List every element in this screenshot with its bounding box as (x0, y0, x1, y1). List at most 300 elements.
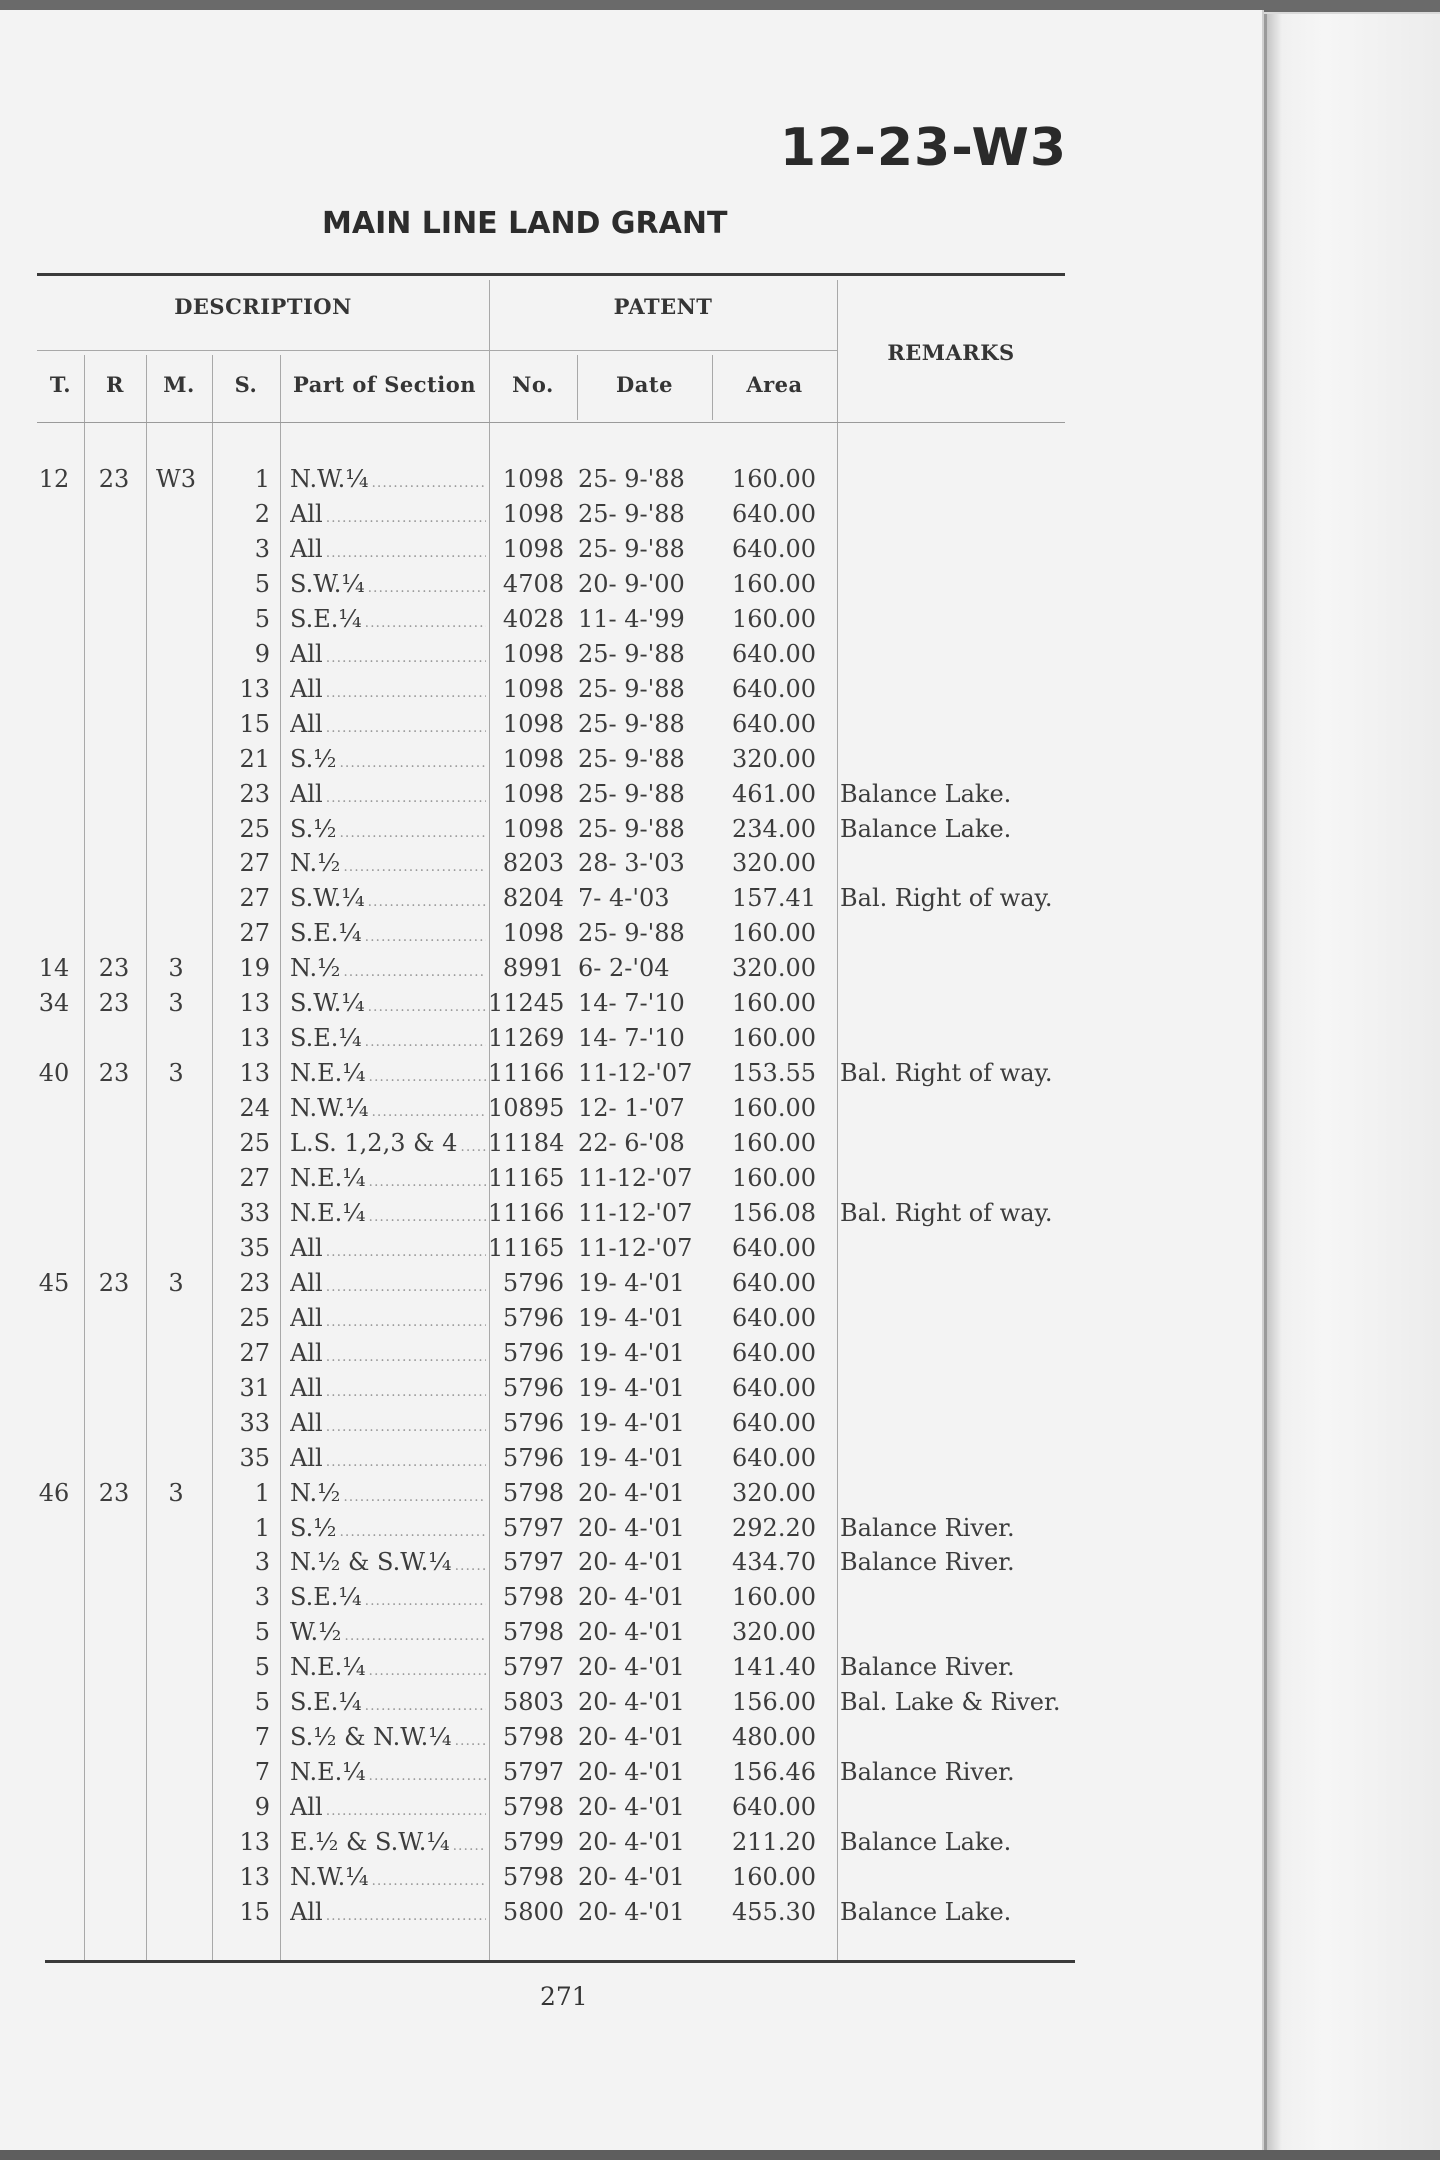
cell-patent-date: 19- 4-'01 (578, 1303, 685, 1332)
cell-area: 156.08 (732, 1198, 816, 1227)
cell-patent-no: 4708 (502, 569, 564, 598)
cell-section: 5 (254, 1618, 270, 1647)
cell-area: 640.00 (732, 1793, 816, 1822)
header-remarks: REMARKS (887, 340, 1015, 365)
cell-patent-no: 11245 (488, 989, 565, 1018)
cell-patent-date: 20- 4-'01 (578, 1478, 685, 1507)
cell-section: 13 (239, 1059, 270, 1088)
table-row (0, 812, 1262, 847)
cell-patent-date: 25- 9-'88 (578, 639, 685, 668)
cell-patent-no: 1098 (502, 779, 564, 808)
cell-area: 160.00 (732, 1094, 816, 1123)
cell-area: 160.00 (732, 1164, 816, 1192)
cell-meridian: 3 (168, 1059, 184, 1088)
cell-part-of-section: All ..... (290, 707, 486, 746)
cell-part-of-section: S.E.¼ ..... (290, 602, 486, 641)
table-row (0, 462, 1262, 497)
cell-patent-date: 20- 4-'01 (578, 1618, 685, 1647)
cell-remarks: Bal. Lake & River. (840, 1688, 1061, 1717)
cell-patent-date: 22- 6-'08 (578, 1129, 685, 1158)
cell-area: 480.00 (732, 1723, 816, 1752)
cell-patent-date: 25- 9-'88 (578, 744, 685, 773)
cell-section: 13 (239, 1024, 270, 1053)
cell-patent-no: 5796 (502, 1338, 564, 1367)
cell-area: 640.00 (732, 1373, 816, 1402)
cell-patent-date: 20- 4-'01 (578, 1688, 685, 1717)
table-row (0, 1511, 1262, 1546)
table-row (0, 567, 1262, 602)
page-code: 12-23-W3 (779, 118, 1067, 178)
cell-section: 7 (254, 1723, 270, 1752)
cell-township: 12 (38, 465, 70, 493)
cell-patent-date: 25- 9-'88 (578, 499, 685, 528)
cell-patent-date: 12- 1-'07 (578, 1094, 685, 1123)
cell-patent-no: 11166 (488, 1198, 565, 1227)
cell-patent-no: 5798 (502, 1863, 564, 1891)
cell-area: 320.00 (732, 1478, 816, 1507)
cell-area: 461.00 (732, 779, 816, 808)
cell-township: 34 (38, 989, 70, 1018)
cell-section: 13 (239, 674, 270, 703)
table-row (0, 1895, 1262, 1930)
cell-patent-date: 14- 7-'10 (578, 989, 685, 1018)
cell-section: 13 (239, 1863, 270, 1891)
cell-part-of-section: S.W.¼ ..... (290, 567, 486, 606)
cell-patent-no: 5796 (502, 1373, 564, 1402)
cell-remarks: Balance River. (840, 1548, 1015, 1577)
cell-township: 46 (38, 1478, 70, 1507)
cell-section: 1 (254, 465, 270, 493)
cell-part-of-section: S.E.¼ ..... (290, 1580, 486, 1619)
table-row (0, 1685, 1262, 1720)
header-m: M. (163, 372, 195, 397)
cell-area: 640.00 (732, 709, 816, 738)
cell-patent-no: 5803 (502, 1688, 564, 1717)
cell-patent-no: 1098 (502, 534, 564, 563)
cell-patent-no: 4028 (502, 604, 564, 633)
cell-section: 15 (239, 1897, 270, 1926)
cell-part-of-section: All ..... (290, 777, 486, 816)
description-underline (37, 350, 489, 351)
cell-patent-no: 1098 (502, 465, 564, 493)
cell-patent-date: 11-12-'07 (578, 1233, 693, 1262)
cell-patent-date: 25- 9-'88 (578, 779, 685, 808)
header-patent: PATENT (613, 294, 713, 319)
cell-patent-no: 5797 (502, 1758, 564, 1787)
cell-range: 23 (98, 989, 130, 1018)
cell-patent-date: 6- 2-'04 (578, 954, 670, 983)
table-row (0, 1266, 1262, 1301)
header-r: R (106, 372, 124, 397)
cell-area: 640.00 (732, 674, 816, 703)
cell-patent-date: 25- 9-'88 (578, 919, 685, 948)
cell-remarks: Balance Lake. (840, 1897, 1012, 1926)
cell-area: 320.00 (732, 954, 816, 983)
cell-section: 9 (254, 1793, 270, 1822)
cell-township: 45 (38, 1268, 70, 1297)
cell-patent-date: 7- 4-'03 (578, 884, 670, 913)
cell-range: 23 (98, 465, 130, 493)
cell-section: 27 (239, 919, 270, 948)
cell-part-of-section: All ..... (290, 1790, 486, 1829)
cell-area: 157.41 (732, 884, 816, 913)
cell-patent-no: 1098 (502, 674, 564, 703)
cell-patent-date: 20- 4-'01 (578, 1583, 685, 1612)
cell-part-of-section: N.½ ..... (290, 1476, 486, 1515)
table-row (0, 1825, 1262, 1860)
cell-meridian: 3 (168, 954, 184, 983)
cell-patent-no: 5798 (502, 1478, 564, 1507)
cell-section: 5 (254, 569, 270, 598)
cell-patent-no: 5799 (502, 1828, 564, 1857)
cell-patent-no: 1098 (502, 814, 564, 843)
cell-patent-date: 11-12-'07 (578, 1164, 693, 1192)
cell-area: 640.00 (732, 1443, 816, 1472)
cell-patent-date: 14- 7-'10 (578, 1024, 685, 1053)
cell-area: 320.00 (732, 744, 816, 773)
table-row (0, 602, 1262, 637)
cell-section: 25 (239, 814, 270, 843)
cell-remarks: Balance Lake. (840, 814, 1012, 843)
table-row (0, 1790, 1262, 1825)
cell-patent-date: 20- 4-'01 (578, 1897, 685, 1926)
cell-area: 640.00 (732, 1338, 816, 1367)
cell-remarks: Balance River. (840, 1653, 1015, 1682)
cell-patent-no: 5796 (502, 1303, 564, 1332)
cell-patent-date: 20- 4-'01 (578, 1548, 685, 1577)
cell-patent-date: 25- 9-'88 (578, 814, 685, 843)
cell-patent-no: 5796 (502, 1408, 564, 1437)
cell-section: 1 (254, 1478, 270, 1507)
cell-patent-no: 5798 (502, 1723, 564, 1752)
cell-section: 24 (239, 1094, 270, 1123)
cell-patent-date: 11-12-'07 (578, 1059, 693, 1088)
cell-section: 21 (239, 744, 270, 773)
cell-area: 160.00 (732, 919, 816, 948)
table-row (0, 1091, 1262, 1126)
cell-section: 27 (239, 1164, 270, 1192)
cell-section: 5 (254, 604, 270, 633)
cell-area: 156.46 (732, 1758, 816, 1787)
cell-patent-date: 11- 4-'99 (578, 604, 685, 633)
header-description: DESCRIPTION (174, 294, 352, 319)
cell-area: 640.00 (732, 1268, 816, 1297)
cell-patent-date: 11-12-'07 (578, 1198, 693, 1227)
cell-section: 25 (239, 1129, 270, 1158)
cell-part-of-section: All ..... (290, 1231, 486, 1270)
cell-part-of-section: N.E.¼ ..... (290, 1650, 486, 1689)
cell-patent-date: 19- 4-'01 (578, 1443, 685, 1472)
cell-section: 33 (239, 1198, 270, 1227)
cell-patent-date: 20- 9-'00 (578, 569, 685, 598)
cell-area: 434.70 (732, 1548, 816, 1577)
cell-patent-no: 1098 (502, 639, 564, 668)
cell-section: 35 (239, 1443, 270, 1472)
cell-meridian: 3 (168, 1478, 184, 1507)
cell-area: 292.20 (732, 1513, 816, 1542)
cell-part-of-section: All ..... (290, 497, 486, 536)
cell-part-of-section: All ..... (290, 1336, 486, 1375)
table-row (0, 916, 1262, 951)
table-row (0, 1650, 1262, 1685)
table-top-rule (37, 273, 1065, 276)
scan-bottom-border (0, 2150, 1440, 2160)
table-row (0, 1301, 1262, 1336)
table-row (0, 1021, 1262, 1056)
cell-meridian: 3 (168, 1268, 184, 1297)
table-bottom-rule (45, 1960, 1075, 1963)
cell-patent-no: 11184 (488, 1129, 565, 1158)
cell-section: 33 (239, 1408, 270, 1437)
cell-range: 23 (98, 1059, 130, 1088)
header-part-of-section: Part of Section (292, 372, 477, 397)
cell-meridian: W3 (156, 465, 196, 493)
cell-part-of-section: N.½ ..... (290, 846, 486, 885)
cell-area: 640.00 (732, 1408, 816, 1437)
cell-part-of-section: S.½ & N.W.¼ ..... (290, 1720, 486, 1759)
cell-patent-no: 5797 (502, 1548, 564, 1577)
cell-patent-date: 20- 4-'01 (578, 1513, 685, 1542)
cell-patent-date: 19- 4-'01 (578, 1408, 685, 1437)
cell-patent-date: 20- 4-'01 (578, 1793, 685, 1822)
cell-section: 7 (254, 1758, 270, 1787)
cell-part-of-section: S.½ ..... (290, 742, 486, 781)
cell-range: 23 (98, 1478, 130, 1507)
cell-part-of-section: S.½ ..... (290, 812, 486, 851)
cell-remarks: Balance Lake. (840, 1828, 1012, 1857)
cell-patent-no: 5800 (502, 1897, 564, 1926)
cell-part-of-section: All ..... (290, 1895, 486, 1934)
cell-patent-no: 5798 (502, 1583, 564, 1612)
page-title: MAIN LINE LAND GRANT (322, 206, 728, 241)
cell-remarks: Bal. Right of way. (840, 884, 1053, 913)
cell-part-of-section: W.½ ..... (290, 1615, 486, 1654)
cell-area: 640.00 (732, 639, 816, 668)
table-row (0, 1441, 1262, 1476)
cell-patent-date: 20- 4-'01 (578, 1863, 685, 1891)
cell-part-of-section: L.S. 1,2,3 & 4 ..... (290, 1126, 486, 1165)
document-page (0, 10, 1264, 2150)
cell-patent-no: 11269 (488, 1024, 565, 1053)
cell-area: 160.00 (732, 1863, 816, 1891)
cell-remarks: Balance River. (840, 1758, 1015, 1787)
table-row (0, 672, 1262, 707)
cell-township: 40 (38, 1059, 70, 1088)
cell-area: 153.55 (732, 1059, 816, 1088)
cell-section: 5 (254, 1653, 270, 1682)
cell-patent-no: 8203 (502, 849, 564, 878)
cell-area: 160.00 (732, 989, 816, 1018)
cell-patent-no: 5797 (502, 1513, 564, 1542)
cell-patent-no: 5796 (502, 1268, 564, 1297)
cell-area: 640.00 (732, 534, 816, 563)
cell-patent-no: 5797 (502, 1653, 564, 1682)
cell-patent-no: 11165 (488, 1233, 565, 1262)
cell-remarks: Bal. Right of way. (840, 1198, 1053, 1227)
table-row (0, 1371, 1262, 1406)
cell-section: 27 (239, 849, 270, 878)
cell-part-of-section: All ..... (290, 1441, 486, 1480)
table-row (0, 777, 1262, 812)
cell-patent-date: 20- 4-'01 (578, 1723, 685, 1752)
cell-section: 27 (239, 884, 270, 913)
cell-patent-no: 11165 (488, 1164, 565, 1192)
cell-section: 3 (254, 1548, 270, 1577)
cell-patent-no: 5798 (502, 1618, 564, 1647)
cell-part-of-section: S.W.¼ ..... (290, 881, 486, 920)
cell-part-of-section: N.E.¼ ..... (290, 1056, 486, 1095)
cell-patent-no: 5796 (502, 1443, 564, 1472)
table-row (0, 1860, 1262, 1895)
cell-range: 23 (98, 1268, 130, 1297)
cell-patent-no: 1098 (502, 744, 564, 773)
table-row (0, 532, 1262, 567)
header-area: Area (746, 372, 803, 397)
cell-section: 3 (254, 1583, 270, 1612)
table-row (0, 497, 1262, 532)
cell-area: 320.00 (732, 1618, 816, 1647)
book-spine (1264, 14, 1440, 2150)
cell-part-of-section: All ..... (290, 637, 486, 676)
cell-area: 160.00 (732, 569, 816, 598)
table-row (0, 881, 1262, 916)
cell-part-of-section: N.E.¼ ..... (290, 1755, 486, 1794)
table-row (0, 1615, 1262, 1650)
cell-part-of-section: N.W.¼ ..... (290, 462, 486, 501)
cell-patent-date: 20- 4-'01 (578, 1653, 685, 1682)
table-row (0, 637, 1262, 672)
cell-area: 160.00 (732, 1129, 816, 1158)
table-row (0, 742, 1262, 777)
cell-patent-date: 25- 9-'88 (578, 709, 685, 738)
cell-area: 160.00 (732, 465, 816, 493)
cell-area: 455.30 (732, 1897, 816, 1926)
cell-part-of-section: All ..... (290, 672, 486, 711)
patent-underline (489, 350, 837, 351)
table-row (0, 1476, 1262, 1511)
cell-part-of-section: All ..... (290, 1406, 486, 1445)
cell-section: 2 (254, 499, 270, 528)
cell-area: 160.00 (732, 1024, 816, 1053)
cell-patent-date: 20- 4-'01 (578, 1758, 685, 1787)
cell-area: 141.40 (732, 1653, 816, 1682)
cell-part-of-section: S.W.¼ ..... (290, 986, 486, 1025)
cell-section: 13 (239, 1828, 270, 1857)
cell-remarks: Bal. Right of way. (840, 1059, 1053, 1088)
cell-patent-date: 19- 4-'01 (578, 1338, 685, 1367)
cell-part-of-section: N.W.¼ ..... (290, 1860, 486, 1899)
cell-patent-no: 8991 (502, 954, 564, 983)
cell-section: 3 (254, 534, 270, 563)
cell-section: 31 (239, 1373, 270, 1402)
cell-part-of-section: N.E.¼ ..... (290, 1161, 486, 1200)
cell-section: 1 (254, 1513, 270, 1542)
cell-section: 25 (239, 1303, 270, 1332)
cell-part-of-section: All ..... (290, 1266, 486, 1305)
cell-section: 35 (239, 1233, 270, 1262)
table-row (0, 1161, 1262, 1196)
cell-area: 640.00 (732, 1233, 816, 1262)
cell-patent-no: 1098 (502, 709, 564, 738)
cell-patent-no: 1098 (502, 919, 564, 948)
cell-patent-no: 8204 (502, 884, 564, 913)
cell-area: 320.00 (732, 849, 816, 878)
table-row (0, 1231, 1262, 1266)
table-row (0, 707, 1262, 742)
cell-area: 160.00 (732, 604, 816, 633)
table-row (0, 1755, 1262, 1790)
table-row (0, 1406, 1262, 1441)
cell-patent-date: 19- 4-'01 (578, 1373, 685, 1402)
cell-part-of-section: E.½ & S.W.¼ ..... (290, 1825, 486, 1864)
cell-patent-date: 19- 4-'01 (578, 1268, 685, 1297)
header-bottom-rule (37, 422, 1065, 423)
table-row (0, 1196, 1262, 1231)
table-row (0, 1126, 1262, 1161)
cell-section: 27 (239, 1338, 270, 1367)
cell-section: 23 (239, 779, 270, 808)
cell-part-of-section: All ..... (290, 1371, 486, 1410)
cell-patent-date: 25- 9-'88 (578, 534, 685, 563)
cell-section: 15 (239, 709, 270, 738)
cell-patent-no: 5798 (502, 1793, 564, 1822)
cell-part-of-section: S.E.¼ ..... (290, 1685, 486, 1724)
cell-part-of-section: S.E.¼ ..... (290, 916, 486, 955)
cell-part-of-section: S.E.¼ ..... (290, 1021, 486, 1060)
cell-range: 23 (98, 954, 130, 983)
cell-section: 23 (239, 1268, 270, 1297)
cell-section: 19 (239, 954, 270, 983)
cell-area: 160.00 (732, 1583, 816, 1612)
cell-patent-date: 20- 4-'01 (578, 1828, 685, 1857)
table-row (0, 951, 1262, 986)
cell-area: 640.00 (732, 499, 816, 528)
table-row (0, 986, 1262, 1021)
cell-patent-no: 1098 (502, 499, 564, 528)
cell-meridian: 3 (168, 989, 184, 1018)
cell-patent-date: 25- 9-'88 (578, 674, 685, 703)
cell-remarks: Balance Lake. (840, 779, 1012, 808)
cell-part-of-section: All ..... (290, 1301, 486, 1340)
cell-part-of-section: N.½ ..... (290, 951, 486, 990)
cell-part-of-section: All ..... (290, 532, 486, 571)
table-row (0, 1056, 1262, 1091)
cell-area: 234.00 (732, 814, 816, 843)
table-row (0, 1336, 1262, 1371)
cell-part-of-section: N.½ & S.W.¼ ..... (290, 1545, 486, 1584)
cell-part-of-section: N.W.¼ ..... (290, 1091, 486, 1130)
cell-patent-no: 11166 (488, 1059, 565, 1088)
header-t: T. (49, 372, 72, 397)
cell-part-of-section: N.E.¼ ..... (290, 1196, 486, 1235)
cell-township: 14 (38, 954, 70, 983)
table-row (0, 1580, 1262, 1615)
cell-part-of-section: S.½ ..... (290, 1511, 486, 1550)
cell-section: 13 (239, 989, 270, 1018)
cell-area: 211.20 (732, 1828, 816, 1857)
table-row (0, 846, 1262, 881)
table-row (0, 1720, 1262, 1755)
header-s: S. (234, 372, 258, 397)
cell-area: 156.00 (732, 1688, 816, 1717)
cell-patent-date: 25- 9-'88 (578, 465, 685, 493)
cell-area: 640.00 (732, 1303, 816, 1332)
cell-section: 9 (254, 639, 270, 668)
header-no: No. (512, 372, 554, 397)
cell-patent-no: 10895 (488, 1094, 565, 1123)
table-row (0, 1545, 1262, 1580)
cell-remarks: Balance River. (840, 1513, 1015, 1542)
